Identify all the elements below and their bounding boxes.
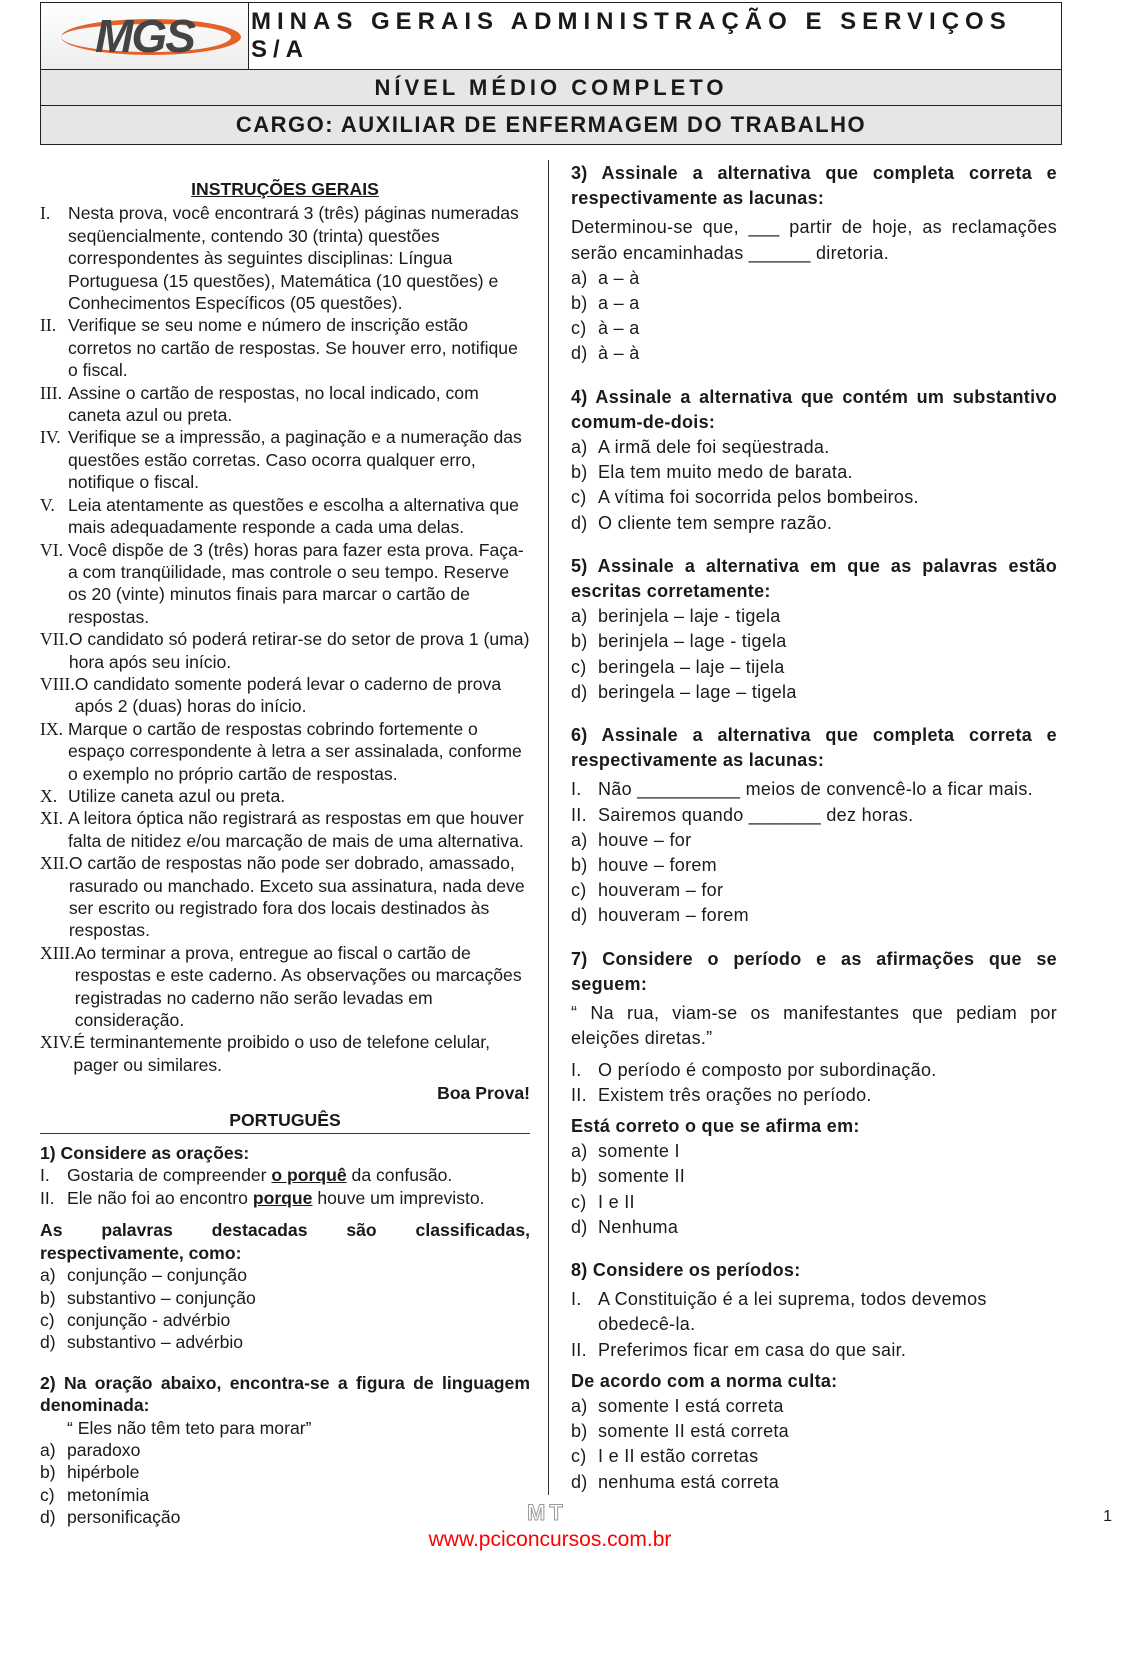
cargo-band: CARGO: AUXILIAR DE ENFERMAGEM DO TRABALHO: [41, 105, 1061, 144]
page-number: 1: [1103, 1508, 1112, 1525]
option-text: paradoxo: [67, 1439, 141, 1460]
option-letter: a): [571, 606, 588, 627]
question-prompt: 1) Considere as orações:: [40, 1143, 250, 1164]
question-ask: As palavras destacadas são classificadas, respectivamente, como:: [40, 1220, 530, 1263]
option-text: metonímia: [67, 1484, 150, 1505]
option-letter: a): [571, 267, 588, 288]
instruction-item: [40, 852, 530, 942]
option-letter: d): [571, 681, 588, 702]
instruction-number: V.: [40, 494, 55, 515]
instruction-text: Verifique se seu nome e número de inscrição estão corretos no cartão de respostas. Se houver erro, notifique o fiscal.: [68, 315, 518, 381]
instruction-text: Marque o cartão de respostas cobrindo fortemente o espaço correspondente à letra a ser assinalada, conforme o exemplo no próprio cartão de respostas.: [68, 718, 522, 784]
option-letter: c): [571, 880, 587, 901]
question-ask: De acordo com a norma culta:: [571, 1370, 838, 1391]
instruction-text: Leia atentamente as questões e escolha a alternativa que mais adequadamente responde a cada uma delas.: [68, 494, 519, 538]
statement-text: Sairemos quando _______ dez horas.: [598, 804, 914, 825]
statement-text: O período é composto por subordinação.: [598, 1059, 937, 1080]
option-text: Ela tem muito medo de barata.: [598, 462, 853, 483]
statement-text: Preferimos ficar em casa do que sair.: [598, 1339, 907, 1360]
option-text: somente I: [598, 1141, 680, 1162]
statement: [571, 1287, 1057, 1337]
option-letter: b): [40, 1287, 56, 1308]
statement-text: Existem três orações no período.: [598, 1084, 872, 1105]
option-text: conjunção – conjunção: [67, 1265, 247, 1286]
option-text: substantivo – advérbio: [67, 1332, 244, 1353]
question-2: [40, 1372, 530, 1529]
option-text: Nenhuma: [598, 1216, 679, 1237]
instruction-number: X.: [40, 785, 58, 806]
statement-pre: Gostaria de compreender: [67, 1165, 272, 1186]
instruction-item: [40, 628, 530, 673]
question-text: Determinou-se que, ___ partir de hoje, as reclamações serão encaminhadas ______ diretoria.: [571, 217, 1057, 263]
option-text: berinjela – laje - tigela: [598, 606, 781, 627]
answer-option[interactable]: [40, 1264, 530, 1286]
answer-option[interactable]: [571, 878, 1057, 903]
option-text: personificação: [67, 1507, 181, 1528]
answer-option[interactable]: [40, 1287, 530, 1309]
question-7: [571, 947, 1057, 1240]
option-text: A vítima foi socorrida pelos bombeiros.: [598, 487, 919, 508]
answer-option[interactable]: [40, 1309, 530, 1331]
answer-option[interactable]: [571, 1164, 1057, 1189]
option-letter: d): [571, 1216, 588, 1237]
answer-option[interactable]: [571, 828, 1057, 853]
option-letter: b): [571, 1166, 588, 1187]
option-letter: a): [40, 1439, 56, 1460]
option-text: a – a: [598, 293, 640, 314]
option-text: somente II está correta: [598, 1421, 789, 1442]
instructions-list: [40, 202, 530, 1076]
option-text: beringela – lage – tigela: [598, 681, 797, 702]
instruction-number: I.: [40, 203, 51, 224]
answer-option[interactable]: [571, 341, 1057, 366]
option-text: conjunção - advérbio: [67, 1309, 231, 1330]
option-letter: b): [571, 1421, 588, 1442]
answer-option[interactable]: [571, 316, 1057, 341]
option-text: hipérbole: [67, 1462, 140, 1483]
right-column: [571, 161, 1057, 1513]
answer-option[interactable]: [571, 1190, 1057, 1215]
option-text: A irmã dele foi seqüestrada.: [598, 437, 830, 458]
instruction-text: Assine o cartão de respostas, no local indicado, com caneta azul ou preta.: [68, 382, 479, 426]
answer-option[interactable]: [571, 604, 1057, 629]
option-letter: b): [571, 462, 588, 483]
option-letter: c): [571, 1191, 587, 1212]
option-text: houve – forem: [598, 855, 717, 876]
answer-option[interactable]: [571, 1444, 1057, 1469]
statement: [40, 1164, 530, 1186]
statement: [40, 1187, 530, 1209]
option-letter: b): [571, 631, 588, 652]
instruction-item: [40, 1031, 530, 1076]
answer-option[interactable]: [40, 1461, 530, 1483]
statement-text: [67, 1164, 452, 1186]
question-5: [571, 554, 1057, 705]
option-letter: a): [571, 1395, 588, 1416]
statement: [571, 1058, 1057, 1083]
instruction-item: [40, 673, 530, 718]
option-text: à – à: [598, 343, 640, 364]
option-text: O cliente tem sempre razão.: [598, 512, 833, 533]
option-letter: c): [571, 1446, 587, 1467]
instruction-number: XI.: [40, 808, 63, 829]
option-text: houve – for: [598, 829, 692, 850]
statement-number: I.: [571, 1289, 582, 1310]
option-letter: b): [571, 855, 588, 876]
option-letter: a): [40, 1265, 56, 1286]
option-text: houveram – for: [598, 880, 724, 901]
answer-option[interactable]: [571, 1139, 1057, 1164]
instruction-text: Verifique se a impressão, a paginação e a numeração das questões estão corretas. Caso ocorra qualquer erro, notifique o fiscal.: [68, 427, 522, 493]
option-letter: d): [40, 1507, 56, 1528]
instruction-item: [40, 718, 530, 785]
column-divider: [548, 160, 549, 1495]
option-letter: c): [40, 1309, 55, 1330]
option-letter: c): [40, 1484, 55, 1505]
option-letter: a): [571, 829, 588, 850]
answer-option[interactable]: [571, 1394, 1057, 1419]
instruction-item: [40, 202, 530, 314]
answer-option[interactable]: [40, 1484, 530, 1506]
option-text: substantivo – conjunção: [67, 1287, 256, 1308]
answer-option[interactable]: [571, 903, 1057, 928]
section-title: PORTUGUÊS: [40, 1109, 530, 1134]
statement-post: da confusão.: [346, 1165, 453, 1186]
option-text: beringela – laje – tijela: [598, 656, 785, 677]
statement-post: houve um imprevisto.: [312, 1187, 485, 1208]
answer-option[interactable]: [40, 1506, 530, 1528]
left-column: [40, 178, 530, 1547]
question-prompt: 3) Assinale a alternativa que completa correta e respectivamente as lacunas:: [571, 163, 1057, 209]
instruction-text: A leitora óptica não registrará as respostas em que houver falta de nitidez e/ou marcação de mais de uma alternativa.: [68, 808, 524, 851]
instruction-number: VI.: [40, 539, 63, 560]
exam-header: [40, 2, 1062, 145]
question-3: [571, 161, 1057, 367]
instruction-number: IX.: [40, 718, 63, 739]
question-prompt: 8) Considere os períodos:: [571, 1259, 801, 1280]
option-text: a – à: [598, 267, 640, 288]
question-6: [571, 723, 1057, 929]
option-letter: b): [571, 293, 588, 314]
instruction-text: Você dispõe de 3 (três) horas para fazer esta prova. Faça-a com tranqüilidade, mas controle o seu tempo. Reserve os 20 (vinte) minutos finais para marcar o cartão de respostas.: [68, 539, 524, 627]
option-text: berinjela – lage - tigela: [598, 631, 787, 652]
option-letter: d): [571, 1471, 588, 1492]
question-ask: Está correto o que se afirma em:: [571, 1115, 860, 1136]
answer-option[interactable]: [571, 853, 1057, 878]
instruction-text: O candidato somente poderá levar o caderno de prova após 2 (duas) horas do início.: [74, 673, 502, 717]
statement-number: I.: [571, 779, 582, 800]
instruction-number: III.: [40, 382, 62, 403]
instruction-item: [40, 494, 530, 539]
statement-number: II.: [571, 1084, 587, 1105]
mgs-logo: MGS: [41, 3, 249, 69]
answer-option[interactable]: [571, 291, 1057, 316]
option-text: I e II: [598, 1191, 635, 1212]
question-4: [571, 385, 1057, 536]
instruction-number: XIII.: [40, 942, 75, 963]
instruction-number: XII.: [40, 853, 69, 874]
answer-option[interactable]: [571, 680, 1057, 705]
highlighted-word: porque: [252, 1187, 313, 1208]
answer-option[interactable]: [40, 1439, 530, 1461]
statement-number: I.: [40, 1165, 50, 1186]
quoted-sentence: “ Eles não têm teto para morar”: [67, 1417, 312, 1438]
question-prompt: 6) Assinale a alternativa que completa correta e respectivamente as lacunas:: [571, 725, 1057, 771]
option-text: I e II estão corretas: [598, 1446, 759, 1467]
statement-number: II.: [571, 1339, 587, 1360]
statement-text: A Constituição é a lei suprema, todos devemos obedecê-la.: [598, 1289, 987, 1335]
answer-option[interactable]: [571, 1419, 1057, 1444]
option-text: somente I está correta: [598, 1395, 784, 1416]
option-letter: c): [571, 487, 587, 508]
closing-text: Boa Prova!: [437, 1083, 530, 1104]
organization-name: MINAS GERAIS ADMINISTRAÇÃO E SERVIÇOS S/A: [251, 8, 1012, 63]
answer-option[interactable]: [571, 435, 1057, 460]
option-letter: d): [571, 905, 588, 926]
option-text: houveram – forem: [598, 905, 749, 926]
instruction-number: VIII.: [40, 673, 75, 694]
instructions-title: INSTRUÇÕES GERAIS: [191, 179, 379, 199]
statement-number: II.: [571, 804, 587, 825]
option-letter: c): [571, 656, 587, 677]
instruction-text: Ao terminar a prova, entregue ao fiscal o cartão de respostas e este caderno. As observações ou marcações registradas no caderno não serão levadas em consideração.: [74, 942, 522, 1031]
highlighted-word: o porquê: [271, 1165, 347, 1186]
answer-option[interactable]: [571, 1470, 1057, 1495]
instruction-text: O cartão de respostas não pode ser dobrado, amassado, rasurado ou manchado. Exceto sua assinatura, nada deve ser escrito ou registrado fora dos locais destinados às respostas.: [68, 853, 525, 941]
option-letter: a): [571, 1141, 588, 1162]
answer-option[interactable]: [571, 460, 1057, 485]
site-link[interactable]: www.pciconcursos.com.br: [428, 1528, 672, 1551]
instruction-text: É terminantemente proibido o uso de telefone celular, pager ou similares.: [73, 1032, 491, 1075]
option-text: somente II: [598, 1166, 686, 1187]
question-8: [571, 1258, 1057, 1495]
statement-pre: Ele não foi ao encontro: [67, 1187, 253, 1208]
question-1: [40, 1142, 530, 1354]
instruction-text: Nesta prova, você encontrará 3 (três) páginas numeradas seqüencialmente, contendo 30 (trinta) questões correspondentes às seguintes disciplinas: Língua Portuguesa (15 questões), Matemática (10 questões) e Conhecimentos Específicos (05 questões).: [68, 203, 519, 314]
instruction-number: VII.: [40, 629, 69, 650]
instruction-item: [40, 785, 530, 807]
option-letter: b): [40, 1462, 56, 1483]
option-text: nenhuma está correta: [598, 1471, 780, 1492]
answer-option[interactable]: [40, 1331, 530, 1353]
option-letter: c): [571, 318, 587, 339]
answer-option[interactable]: [571, 511, 1057, 536]
instruction-item: [40, 426, 530, 493]
instruction-item: [40, 539, 530, 629]
statement: [571, 803, 1057, 828]
statement: [571, 777, 1057, 802]
instruction-number: XIV.: [40, 1032, 74, 1053]
statement-text: [67, 1187, 485, 1209]
instruction-item: [40, 942, 530, 1032]
instruction-text: O candidato só poderá retirar-se do setor de prova 1 (uma) hora após seu início.: [68, 629, 530, 672]
option-letter: d): [40, 1332, 56, 1353]
option-letter: d): [571, 343, 588, 364]
statement-text: Não __________ meios de convencê-lo a ficar mais.: [598, 779, 1033, 800]
question-prompt: 4) Assinale a alternativa que contém um substantivo comum-de-dois:: [571, 386, 1057, 432]
quoted-sentence: “ Na rua, viam-se os manifestantes que pediam por eleições diretas.”: [571, 1003, 1057, 1049]
option-letter: d): [571, 512, 588, 533]
statement-number: I.: [571, 1059, 582, 1080]
statement: [571, 1338, 1057, 1363]
answer-option[interactable]: [571, 485, 1057, 510]
instruction-number: II.: [40, 315, 57, 336]
instruction-item: [40, 314, 530, 381]
question-prompt: 5) Assinale a alternativa em que as palavras estão escritas corretamente:: [571, 555, 1057, 602]
answer-option[interactable]: [571, 629, 1057, 654]
instruction-number: IV.: [40, 427, 61, 448]
option-text: à – a: [598, 318, 640, 339]
instruction-text: Utilize caneta azul ou preta.: [68, 785, 286, 806]
statement-number: II.: [40, 1187, 55, 1208]
question-prompt: 2) Na oração abaixo, encontra-se a figura de linguagem denominada:: [40, 1372, 530, 1416]
watermark: MT: [527, 1500, 567, 1525]
answer-option[interactable]: [571, 266, 1057, 291]
answer-option[interactable]: [571, 1215, 1057, 1240]
level-band: NÍVEL MÉDIO COMPLETO: [41, 69, 1061, 105]
instruction-item: [40, 807, 530, 852]
instruction-item: [40, 382, 530, 427]
statement: [571, 1083, 1057, 1108]
question-prompt: 7) Considere o período e as afirmações que se seguem:: [571, 948, 1057, 994]
option-letter: a): [571, 437, 588, 458]
answer-option[interactable]: [571, 655, 1057, 680]
